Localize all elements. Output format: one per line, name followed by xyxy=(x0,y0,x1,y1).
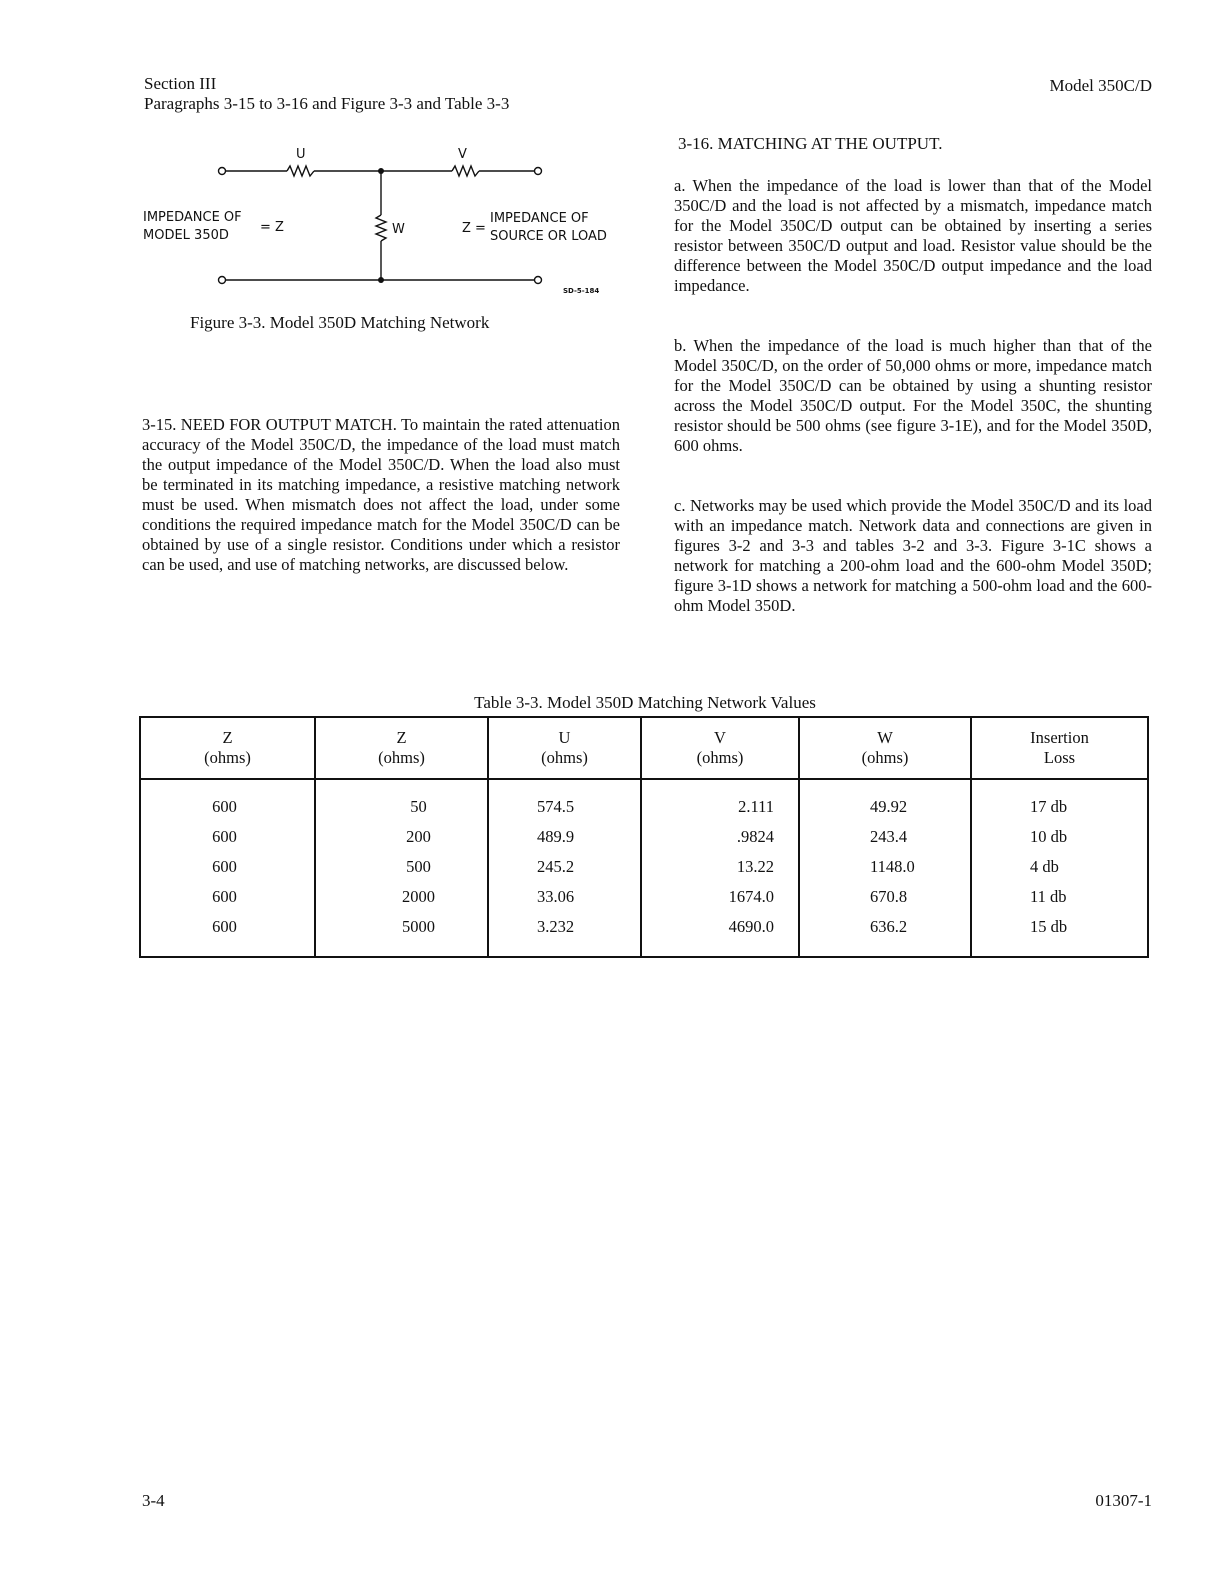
terminal-top-left xyxy=(219,168,226,175)
table-row xyxy=(140,779,1148,822)
junction-dot-bottom xyxy=(378,277,384,283)
section-label: Section III xyxy=(144,74,217,93)
paragraphs-label: Paragraphs 3-15 to 3-16 and Figure 3-3 and Table 3-3 xyxy=(144,94,510,113)
right-impedance-line2: SOURCE OR LOAD xyxy=(490,229,607,244)
cell: 489.9 xyxy=(488,822,641,852)
cell: 15 db xyxy=(971,912,1148,957)
paragraph-3-16-b: b. When the impedance of the load is much higher than that of the Model 350C/D, on the order of 50,000 ohms or more, impedance match for the Model 350C/D can be obtained by using a shunting resistor across the Model 350C/D output. For the Model 350C, the shunting resistor should be 500 ohms (see figure 3-1E), and for the Model 350D, 600 ohms. xyxy=(674,336,1152,455)
header-u: U (ohms) xyxy=(488,717,641,779)
cell: 600 xyxy=(140,852,315,882)
cell: 4690.0 xyxy=(641,912,799,957)
cell: 600 xyxy=(140,882,315,912)
table-title: Table 3-3. Model 350D Matching Network Values xyxy=(474,693,816,712)
cell: 13.22 xyxy=(641,852,799,882)
paragraph-3-16-c: c. Networks may be used which provide the Model 350C/D and its load with an impedance match. Network data and connections are given in figures 3-2 and 3-3 and tables 3-2 and 3-3. Figure 3-1C shows a network for matching a 200-ohm load and the 600-ohm Model 350D; figure 3-1D shows a network for matching a 500-ohm load and the 600-ohm Model 350D. xyxy=(674,496,1152,615)
header-insertion-loss: Insertion Loss xyxy=(971,717,1148,779)
table-row xyxy=(140,852,1148,882)
cell: 49.92 xyxy=(799,779,971,822)
junction-dot-top xyxy=(378,168,384,174)
header-z-source: Z (ohms) xyxy=(140,717,315,779)
cell: 600 xyxy=(140,779,315,822)
schematic-diagram xyxy=(140,140,640,300)
cell: 5000 xyxy=(315,912,488,957)
cell: 200 xyxy=(315,822,488,852)
section-heading-3-16: 3-16. MATCHING AT THE OUTPUT. xyxy=(678,134,943,153)
figure-ref-number: SD-5-184 xyxy=(563,287,600,295)
label-u: U xyxy=(296,147,306,162)
header-z-load: Z (ohms) xyxy=(315,717,488,779)
terminal-bottom-left xyxy=(219,277,226,284)
document-number: 01307-1 xyxy=(1095,1491,1152,1510)
table-row xyxy=(140,912,1148,957)
matching-values-table xyxy=(139,716,1149,958)
cell: .9824 xyxy=(641,822,799,852)
cell: 3.232 xyxy=(488,912,641,957)
cell: 1674.0 xyxy=(641,882,799,912)
header-w: W (ohms) xyxy=(799,717,971,779)
terminal-bottom-right xyxy=(535,277,542,284)
cell: 600 xyxy=(140,912,315,957)
right-z-equals: Z = xyxy=(462,221,486,236)
cell: 17 db xyxy=(971,779,1148,822)
page-number: 3-4 xyxy=(142,1491,165,1510)
cell: 600 xyxy=(140,822,315,852)
page-header-left xyxy=(144,74,509,114)
cell: 574.5 xyxy=(488,779,641,822)
label-w: W xyxy=(392,222,405,237)
paragraph-3-16-a: a. When the impedance of the load is lower than that of the Model 350C/D and the load is not affected by a mismatch, impedance match for the Model 350C/D output can be obtained by inserting a series resistor between 350C/D output and load. Resistor value should be the difference between the Model 350C/D output impedance and the load impedance. xyxy=(674,176,1152,295)
cell: 10 db xyxy=(971,822,1148,852)
cell: 500 xyxy=(315,852,488,882)
cell: 670.8 xyxy=(799,882,971,912)
cell: 1148.0 xyxy=(799,852,971,882)
cell: 636.2 xyxy=(799,912,971,957)
table-row xyxy=(140,882,1148,912)
cell: 50 xyxy=(315,779,488,822)
right-impedance-line1: IMPEDANCE OF xyxy=(490,211,589,226)
table-row xyxy=(140,822,1148,852)
table-header-row xyxy=(140,717,1148,779)
paragraph-3-15: 3-15. NEED FOR OUTPUT MATCH. To maintain the rated attenuation accuracy of the Model 350C/D, the impedance of the load must match the output impedance of the Model 350C/D. When the load also must be terminated in its matching impedance, a resistive matching network must be used. When mismatch does not affect the load, under some conditions the required impedance match for the Model 350C/D can be obtained by use of a single resistor. Conditions under which a resistor can be used, and use of matching networks, are discussed below. xyxy=(142,415,620,574)
model-label: Model 350C/D xyxy=(1049,76,1152,95)
cell: 11 db xyxy=(971,882,1148,912)
cell: 245.2 xyxy=(488,852,641,882)
left-equals-z: = Z xyxy=(260,220,284,235)
cell: 33.06 xyxy=(488,882,641,912)
matching-network-figure xyxy=(140,140,640,300)
cell: 2000 xyxy=(315,882,488,912)
left-impedance-line2: MODEL 350D xyxy=(143,228,229,243)
cell: 243.4 xyxy=(799,822,971,852)
left-impedance-line1: IMPEDANCE OF xyxy=(143,210,242,225)
header-v: V (ohms) xyxy=(641,717,799,779)
terminal-top-right xyxy=(535,168,542,175)
cell: 4 db xyxy=(971,852,1148,882)
label-v: V xyxy=(458,147,467,162)
cell: 2.111 xyxy=(641,779,799,822)
figure-caption: Figure 3-3. Model 350D Matching Network xyxy=(190,313,490,332)
